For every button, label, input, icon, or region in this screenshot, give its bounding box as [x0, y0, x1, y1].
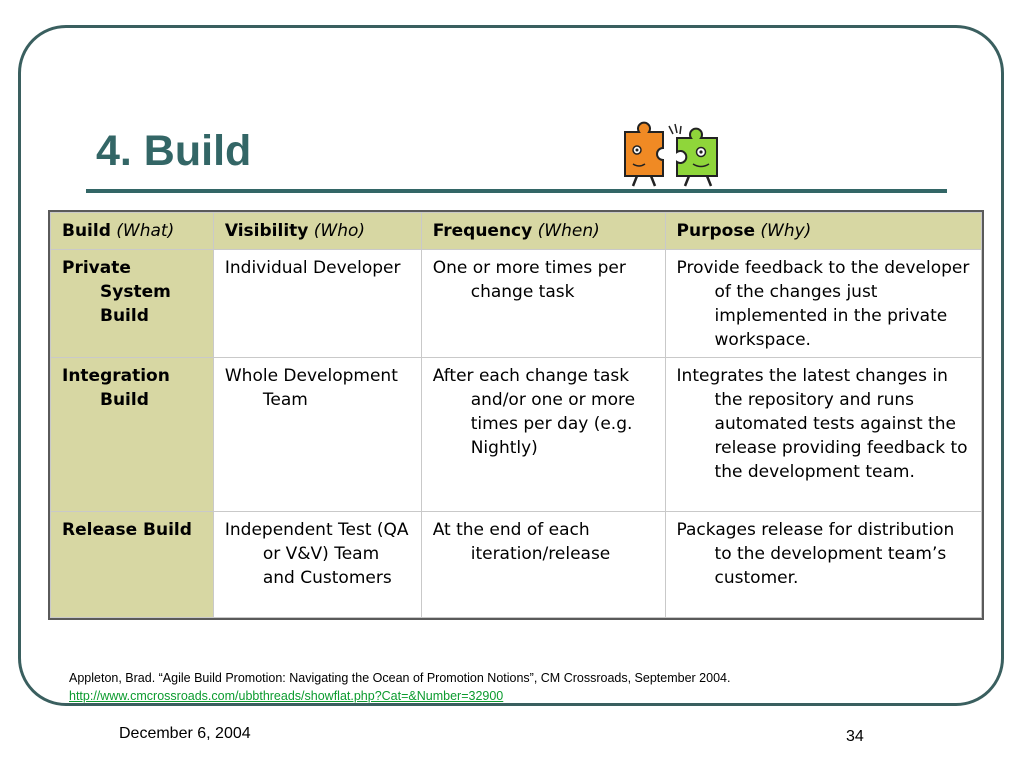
header-build: Build (What)	[51, 213, 214, 250]
header-frequency: Frequency (When)	[421, 213, 665, 250]
header-purpose: Purpose (Why)	[665, 213, 981, 250]
frequency-cell: One or more times per change task	[421, 250, 665, 358]
purpose-cell: Provide feedback to the developer of the changes just implemented in the private workspace.	[665, 250, 981, 358]
footer-date: December 6, 2004	[119, 725, 251, 742]
build-name-cell: Release Build	[51, 512, 214, 618]
visibility-cell: Individual Developer	[213, 250, 421, 358]
reference-citation: Appleton, Brad. “Agile Build Promotion: Navigating the Ocean of Promotion Notions”, CM Crossroads, September 2004.	[69, 671, 731, 685]
visibility-cell: Independent Test (QA or V&V) Team and Customers	[213, 512, 421, 618]
frequency-cell: At the end of each iteration/release	[421, 512, 665, 618]
title-underline	[86, 189, 947, 193]
table-row	[51, 358, 982, 512]
build-name-cell: Integration Build	[51, 358, 214, 512]
page-number: 34	[846, 728, 864, 745]
visibility-cell: Whole Development Team	[213, 358, 421, 512]
header-visibility: Visibility (Who)	[213, 213, 421, 250]
reference-link[interactable]: http://www.cmcrossroads.com/ubbthreads/showflat.php?Cat=&Number=32900	[69, 689, 504, 703]
table-row	[51, 512, 982, 618]
build-types-table	[50, 212, 982, 618]
purpose-cell: Integrates the latest changes in the repository and runs automated tests against the release providing feedback to the development team.	[665, 358, 981, 512]
table-row	[51, 250, 982, 358]
frequency-cell: After each change task and/or one or more times per day (e.g. Nightly)	[421, 358, 665, 512]
purpose-cell: Packages release for distribution to the development team’s customer.	[665, 512, 981, 618]
table-header-row	[51, 213, 982, 250]
puzzle-pieces-icon	[619, 120, 729, 190]
slide-title: 4. Build	[96, 127, 252, 175]
build-name-cell: Private System Build	[51, 250, 214, 358]
